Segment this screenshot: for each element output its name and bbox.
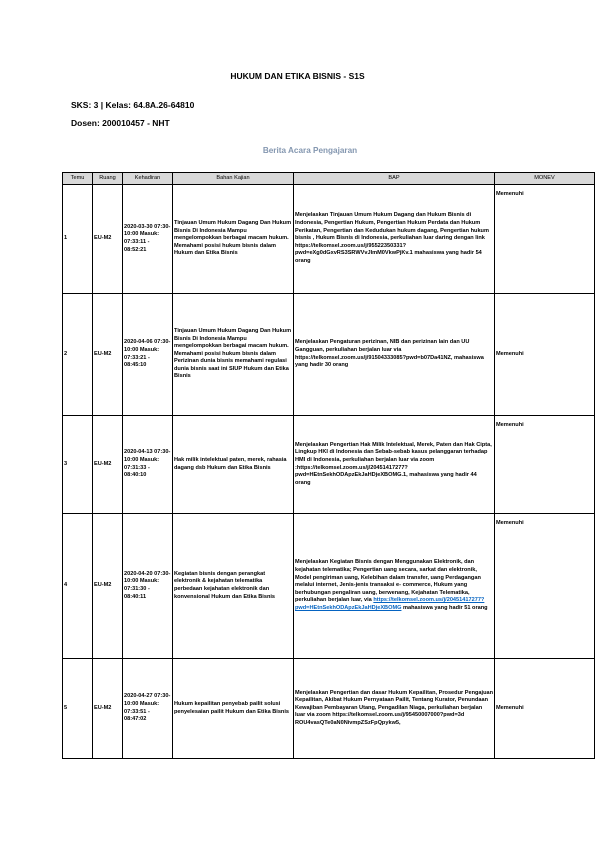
cell-temu: 1 (63, 185, 93, 294)
cell-kehadiran: 2020-04-06 07:30-10:00 Masuk: 07:33:21 - 08:45:10 (123, 294, 173, 416)
table-header-row (63, 173, 595, 185)
section-title: Berita Acara Pengajaran (262, 146, 358, 155)
cell-monev: Memenuhi (495, 416, 595, 514)
bap-text: Menjelaskan Tinjauan Umum Hukum Dagang dan Hukum Bisnis di Indonesia, Pengertian Hukum, Pengertian Hukum Perdata dan Hukum Perikatan, Pengertian dan Kedudukan hukum dagang, Pengertian hukum bisnis , Hukum Bisnis di Indonesia, perkuliahan luar daring dengan link https://telkomsel.zoom.us/j/95522350331?pwd=eXg0dGxvRS3SRWVvJlmM0VkwPjKv.1 mahasiswa yang hadir 54 orang (295, 212, 489, 264)
bap-text-after-link: mahasiswa yang hadir 51 orang (401, 604, 488, 611)
header-kehadiran: Kehadiran (123, 173, 173, 185)
table-row (63, 416, 595, 514)
cell-bahan-kajian: Kegiatan bisnis dengan perangkat elektronik & kejahatan telematika perbedaan kejahatan elektronik dan konvensional Hukum dan Etika Bisnis (173, 514, 294, 659)
bap-text: Menjelaskan Pengertian Hak Milik Intelektual, Merek, Paten dan Hak Cipta, Lingkup HKI di Indonesia dan Sebab-sebab kasus pelanggaran terhadap HMI di Indonesia, perkuliahan berjalan luar via zoom :https://telkomsel.zoom.us/j/20451417277?pwd=HEtnSekhODApzEkJaHDjeXBOMG.1, mahasiswa yang hadir 44 orang (295, 441, 492, 486)
cell-kehadiran: 2020-03-30 07:30-10:00 Masuk: 07:33:11 - 08:52:21 (123, 185, 173, 294)
cell-temu: 3 (63, 416, 93, 514)
header-ruang: Ruang (93, 173, 123, 185)
cell-temu: 4 (63, 514, 93, 659)
cell-kehadiran: 2020-04-27 07:30-10:00 Masuk: 07:33:51 - 08:47:02 (123, 659, 173, 759)
cell-ruang: EU-M2 (93, 659, 123, 759)
cell-monev: Memenuhi (495, 659, 595, 759)
cell-monev: Memenuhi (495, 514, 595, 659)
cell-monev: Memenuhi (495, 294, 595, 416)
sks-class-info: SKS: 3 | Kelas: 64.8A.26-64810 (71, 100, 195, 110)
cell-bahan-kajian: Hukum kepailitan penyebab pailit solusi penyelesaian pailit Hukum dan Etika Bisnis (173, 659, 294, 759)
header-bahan-kajian: Bahan Kajian (173, 173, 294, 185)
cell-bap (294, 659, 495, 759)
cell-kehadiran: 2020-04-20 07:30-10:00 Masuk: 07:31:30 - 08:40:11 (123, 514, 173, 659)
cell-ruang: EU-M2 (93, 416, 123, 514)
cell-ruang: EU-M2 (93, 514, 123, 659)
bap-table (62, 172, 595, 759)
cell-ruang: EU-M2 (93, 294, 123, 416)
cell-bap (294, 416, 495, 514)
table-row (63, 294, 595, 416)
zoom-link[interactable]: https://telkomsel.zoom.us/j/20451417277?pwd=HEtnSekhODApzEkJaHDjeXBOMG (295, 597, 485, 611)
table-row (63, 659, 595, 759)
cell-temu: 2 (63, 294, 93, 416)
table-row (63, 514, 595, 659)
header-temu: Temu (63, 173, 93, 185)
bap-text: Menjelaskan Pengertian dan dasar Hukum Kepailitan, Prosedur Pengajuan Kepailitan, Akibat Hukum Pernyataan Pailit, Tentang Kurator, Penundaan Kewajiban Pembayaran Utang, Pengadilan Niaga, perkuliahan berjalan luar via zoom https://telkomsel.zoom.us/j/95450007000?pwd=3d ROU4vasQTe0aN0NivmpZSzFpQpykw5, (295, 689, 494, 726)
document-title: HUKUM DAN ETIKA BISNIS - S1S (230, 71, 365, 81)
header-monev: MONEV (495, 173, 595, 185)
cell-monev: Memenuhi (495, 185, 595, 294)
cell-ruang: EU-M2 (93, 185, 123, 294)
cell-kehadiran: 2020-04-13 07:30-10:00 Masuk: 07:31:33 - 08:40:10 (123, 416, 173, 514)
lecturer-info: Dosen: 200010457 - NHT (71, 118, 170, 128)
cell-bap (294, 294, 495, 416)
cell-bap (294, 185, 495, 294)
bap-text: Menjelaskan Pengaturan perizinan, NIB dan perizinan lain dan UU Gangguan, perkuliahan berjalan luar via https://telkomsel.zoom.us/j/91504333085?pwd=b07Da41NZ, mahasiswa yang hadir 30 orang (295, 339, 484, 369)
cell-bap (294, 514, 495, 659)
table-row (63, 185, 595, 294)
cell-bahan-kajian: Tinjauan Umum Hukum Dagang Dan Hukum Bisnis Di Indonesia Mampu mengelompokkan berbagai macam hukum. Memahami posisi hukum bisnis dalam Hukum dan Etika Bisnis (173, 185, 294, 294)
cell-bahan-kajian: Tinjauan Umum Hukum Dagang Dan Hukum Bisnis Di Indonesia Mampu mengelompokkan berbagai macam hukum. Memahami posisi hukum bisnis dalam Perizinan dunia bisnis memahami regulasi dunia bisnis saat ini SIUP Hukum dan Etika Bisnis (173, 294, 294, 416)
header-bap: BAP (294, 173, 495, 185)
cell-temu: 5 (63, 659, 93, 759)
bap-text: Menjelaskan Kegiatan Bisnis dengan Menggunakan Elektronik, dan kejahatan telematika; Pengertian uang secara, sarkat dan elektronik, Model pengiriman uang, Kelebihan dalam transfer, uang Perdagangan melalui internet, Jenis-jenis transaksi e- commerce, Hukum yang berhubungan pengaliran uang, berwenang, Kejahatan Telematika, perkuliahan berjalan luar, via (295, 559, 481, 604)
cell-bahan-kajian: Hak milik intelektual paten, merek, rahasia dagang dsb Hukum dan Etika Bisnis (173, 416, 294, 514)
